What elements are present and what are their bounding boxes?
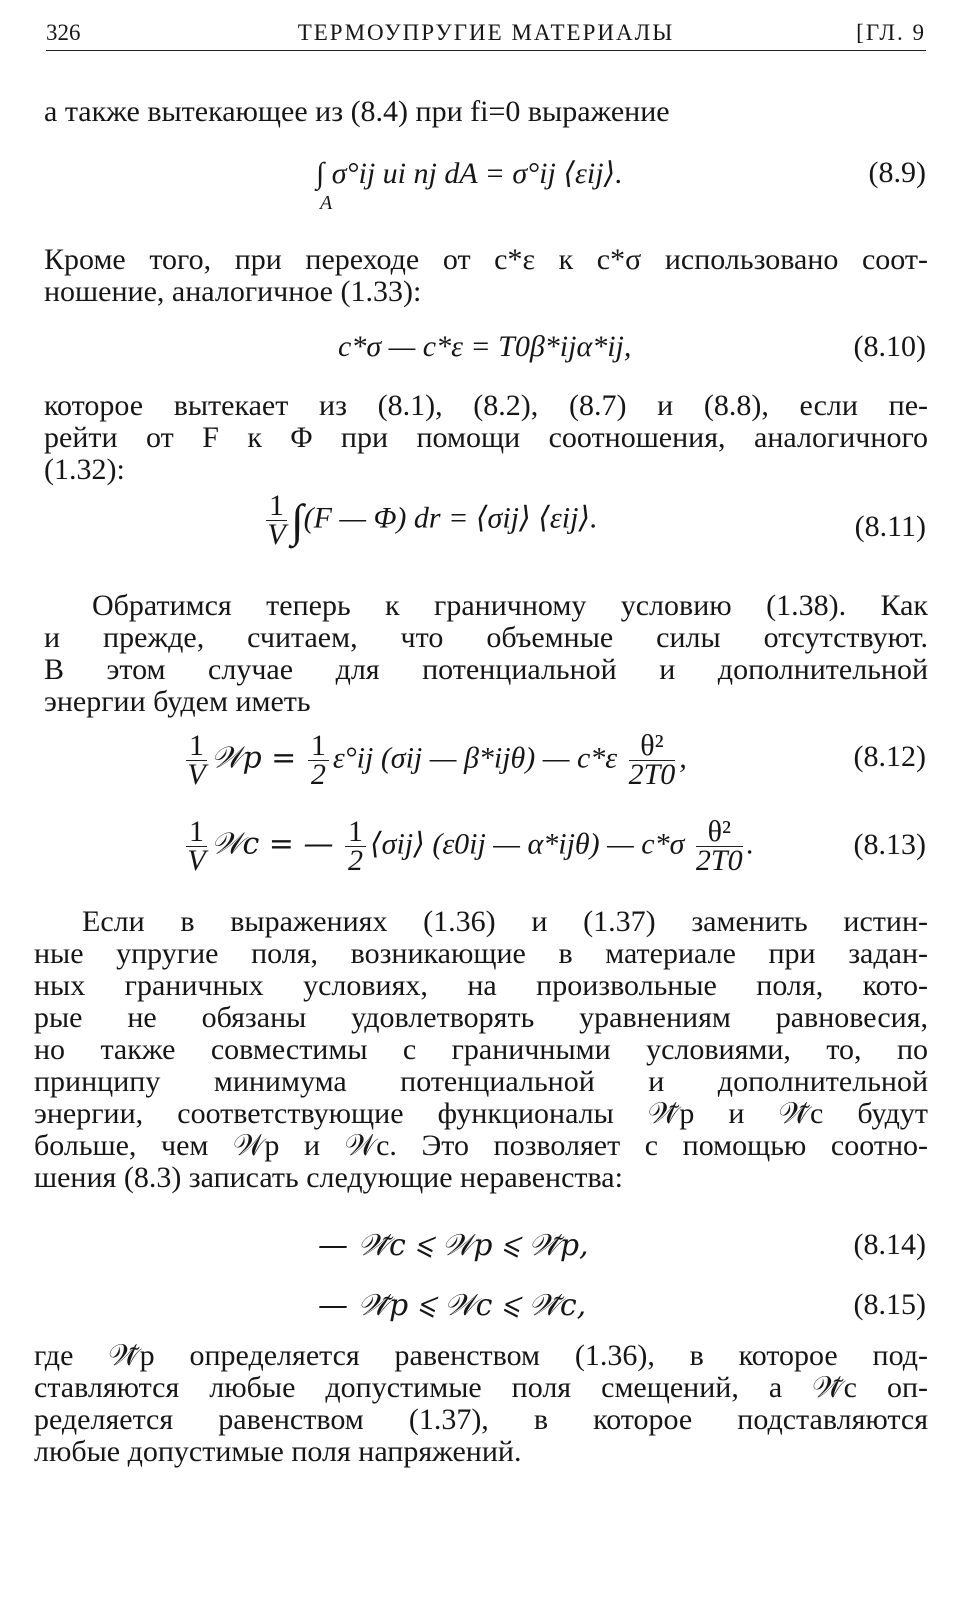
equation-number: (8.12) — [853, 740, 926, 773]
equation-8-11 — [262, 489, 598, 551]
paragraph-2 — [44, 244, 928, 308]
equation-8-9 — [316, 156, 623, 191]
potential-energy-symbol: 𝒲p = — [211, 740, 297, 776]
paragraph-3 — [44, 390, 928, 486]
paragraph-1 — [44, 96, 928, 128]
text-line: рые не обязаны удовлетворять уравнениям равновесия, — [34, 1001, 928, 1034]
equation-number: (8.13) — [853, 828, 926, 861]
text-line: ношение, аналогичное (1.33): — [44, 275, 422, 308]
equation-formula: (F — Φ) dr = ⟨σij⟩ ⟨εij⟩. — [303, 501, 598, 535]
text-line: В этом случае для потенциальной и дополнительной — [44, 653, 928, 686]
page-number: 326 — [46, 20, 81, 45]
equation-8-12 — [182, 729, 687, 791]
equation-number: (8.9) — [868, 156, 926, 189]
text-line: ные упругие поля, возникающие в материале при задан- — [34, 937, 928, 970]
equation-number: (8.15) — [853, 1288, 926, 1321]
text-line: а также вытекающее из (8.4) при fi=0 выражение — [44, 95, 670, 128]
equation-number: (8.10) — [853, 330, 926, 363]
text-line: Кроме того, при переходе от c*ε к c*σ использовано соот- — [44, 243, 928, 276]
integral-subscript: A — [320, 192, 333, 214]
equation-body: ⟨σij⟩ (ε0ij — α*ijθ) — c*σ — [369, 827, 685, 861]
integral-sign: ∫ — [291, 495, 304, 546]
punctuation: . — [746, 827, 755, 861]
equation-8-14: — 𝒲̃c ⩽ 𝒲p ⩽ 𝒲̃p, — [318, 1228, 589, 1263]
fraction: $\frac{1}{V}$ — [187, 729, 206, 791]
text-line: ставляются любые допустимые поля смещений, а 𝒲̃c оп- — [34, 1371, 928, 1404]
fraction: $\frac{\text{θ²}}{2T0}$ — [695, 815, 743, 877]
text-line: любые допустимые поля напряжений. — [34, 1435, 522, 1468]
chapter-label: [ГЛ. 9 — [856, 20, 926, 45]
paragraph-4 — [44, 590, 928, 718]
text-line: ределяется равенством (1.37), в которое подставляются — [34, 1403, 928, 1436]
text-line: больше, чем 𝒲p и 𝒲c. Это позволяет с помощью соотно- — [34, 1129, 928, 1162]
fraction: $\frac{\text{θ²}}{2T0}$ — [628, 729, 676, 791]
header-rule — [46, 50, 926, 51]
equation-8-13 — [182, 815, 755, 877]
text-line: принципу минимума потенциальной и дополнительной — [34, 1065, 928, 1098]
text-line: но также совместимы с граничными условиями, то, по — [34, 1033, 928, 1066]
paragraph-6 — [34, 1340, 928, 1468]
text-line: шения (8.3) записать следующие неравенства: — [34, 1161, 623, 1194]
text-line: рейти от F к Φ при помощи соотношения, аналогичного — [44, 421, 928, 454]
complementary-energy-symbol: 𝒲c = — — [211, 826, 334, 862]
running-header — [46, 14, 926, 50]
fraction: $\frac{1}{V}$ — [187, 815, 206, 877]
text-line: Если в выражениях (1.36) и (1.37) заменить истин- — [82, 905, 928, 938]
text-line: энергии будем иметь — [44, 685, 311, 718]
equation-number: (8.14) — [853, 1228, 926, 1261]
equation-number: (8.11) — [854, 510, 926, 543]
fraction: $\frac{1}{2}$ — [308, 732, 329, 789]
paragraph-5 — [34, 906, 928, 1194]
text-line: ных граничных условиях, на произвольные поля, кото- — [34, 969, 928, 1002]
fraction: $\frac{1}{V}$ — [267, 489, 286, 551]
text-line: Обратимся теперь к граничному условию (1.38). Как — [92, 589, 928, 622]
text-line: (1.32): — [44, 453, 125, 486]
equation-8-10: c*σ — c*ε = T0β*ijα*ij, — [338, 330, 632, 363]
running-title: ТЕРМОУПРУГИЕ МАТЕРИАЛЫ — [297, 20, 675, 45]
text-line: которое вытекает из (8.1), (8.2), (8.7) и (8.8), если пе- — [44, 389, 928, 422]
punctuation: , — [679, 741, 687, 775]
equation-8-15: — 𝒲̃p ⩽ 𝒲c ⩽ 𝒲̃c, — [318, 1288, 587, 1323]
equation-body: ε°ij (σij — β*ijθ) — c*ε — [332, 741, 618, 775]
fraction: $\frac{1}{2}$ — [345, 818, 366, 875]
equation-formula: ∫ σ°ij ui nj dA = σ°ij ⟨εij⟩. — [316, 157, 623, 190]
text-line: где 𝒲̃p определяется равенством (1.36), в которое под- — [34, 1339, 928, 1372]
text-line: энергии, соответствующие функционалы 𝒲̃p и 𝒲̃c будут — [34, 1097, 928, 1130]
text-line: и прежде, считаем, что объемные силы отсутствуют. — [44, 621, 928, 654]
